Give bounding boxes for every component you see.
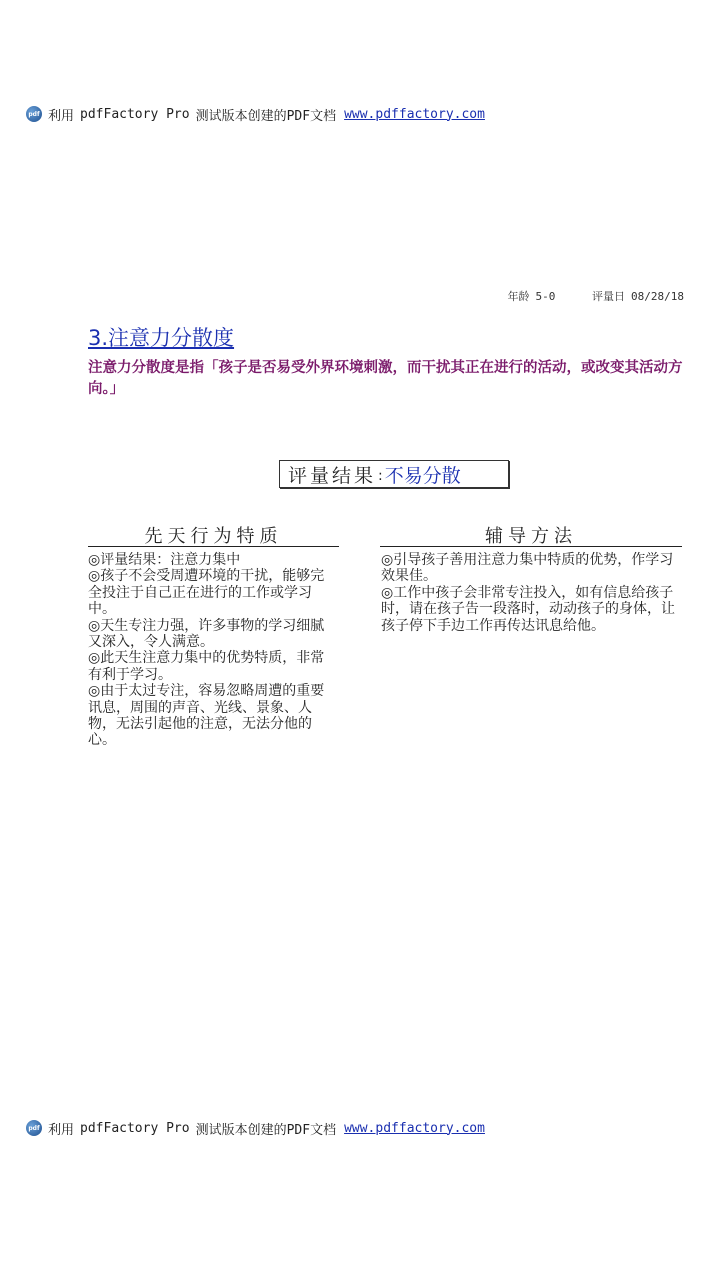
trait-paragraph: ◎天生专注力强，许多事物的学习细腻又深入，令人满意。	[88, 617, 325, 651]
pdf-factory-logo-icon: pdf	[26, 1120, 42, 1136]
banner-link[interactable]: www.pdffactory.com	[344, 106, 485, 122]
pdf-factory-banner-bottom	[26, 1117, 485, 1139]
result-box	[279, 460, 509, 488]
pdf-factory-banner-top	[26, 103, 485, 125]
banner-product: pdfFactory Pro	[80, 106, 190, 122]
age-label: 年龄	[507, 290, 530, 303]
result-colon: :	[378, 468, 383, 484]
date-value: 08/28/18	[631, 290, 684, 303]
banner-text-post: 测试版本创建的PDF文档	[195, 108, 337, 124]
trait-paragraph: ◎孩子不会受周遭环境的干扰，能够完全投注于自己正在进行的工作或学习中。	[88, 568, 325, 618]
result-value: 不易分散	[384, 464, 461, 487]
result-label: 评量结果	[288, 464, 377, 487]
trait-paragraph: ◎此天生注意力集中的优势特质，非常有利于学习。	[88, 650, 325, 683]
banner-product: pdfFactory Pro	[80, 1120, 190, 1136]
banner-text-pre: 利用	[48, 108, 75, 124]
section-definition: 注意力分散度是指「孩子是否易受外界环境刺激，而干扰其正在进行的活动，或改变其活动方向。」	[88, 360, 683, 397]
innate-traits-body	[88, 552, 338, 749]
trait-paragraph: ◎由于太过专注，容易忽略周遭的重要讯息，周围的声音、光线、景象、人物，无法引起他的注意，无法分他的心。	[88, 683, 325, 749]
guidance-paragraph: ◎工作中孩子会非常专注投入，如有信息给孩子时，请在孩子告一段落时，动动孩子的身体，让孩子停下手边工作再传达讯息给他。	[381, 584, 675, 634]
section-title[interactable]: 3.注意力分散度	[88, 326, 235, 350]
guidance-heading: 辅导方法	[380, 522, 682, 547]
guidance-paragraph: ◎引导孩子善用注意力集中特质的优势，作学习效果佳。	[381, 552, 674, 585]
date-label: 评量日	[592, 290, 626, 303]
banner-text-post: 测试版本创建的PDF文档	[195, 1122, 337, 1138]
age-value: 5-0	[535, 290, 556, 303]
banner-link[interactable]: www.pdffactory.com	[344, 1120, 485, 1136]
trait-paragraph: ◎评量结果：注意力集中	[88, 552, 241, 568]
guidance-body	[381, 552, 678, 634]
innate-traits-heading: 先天行为特质	[88, 522, 339, 547]
banner-text-pre: 利用	[48, 1122, 75, 1138]
pdf-factory-logo-icon: pdf	[26, 106, 42, 122]
evaluation-meta	[508, 288, 684, 304]
